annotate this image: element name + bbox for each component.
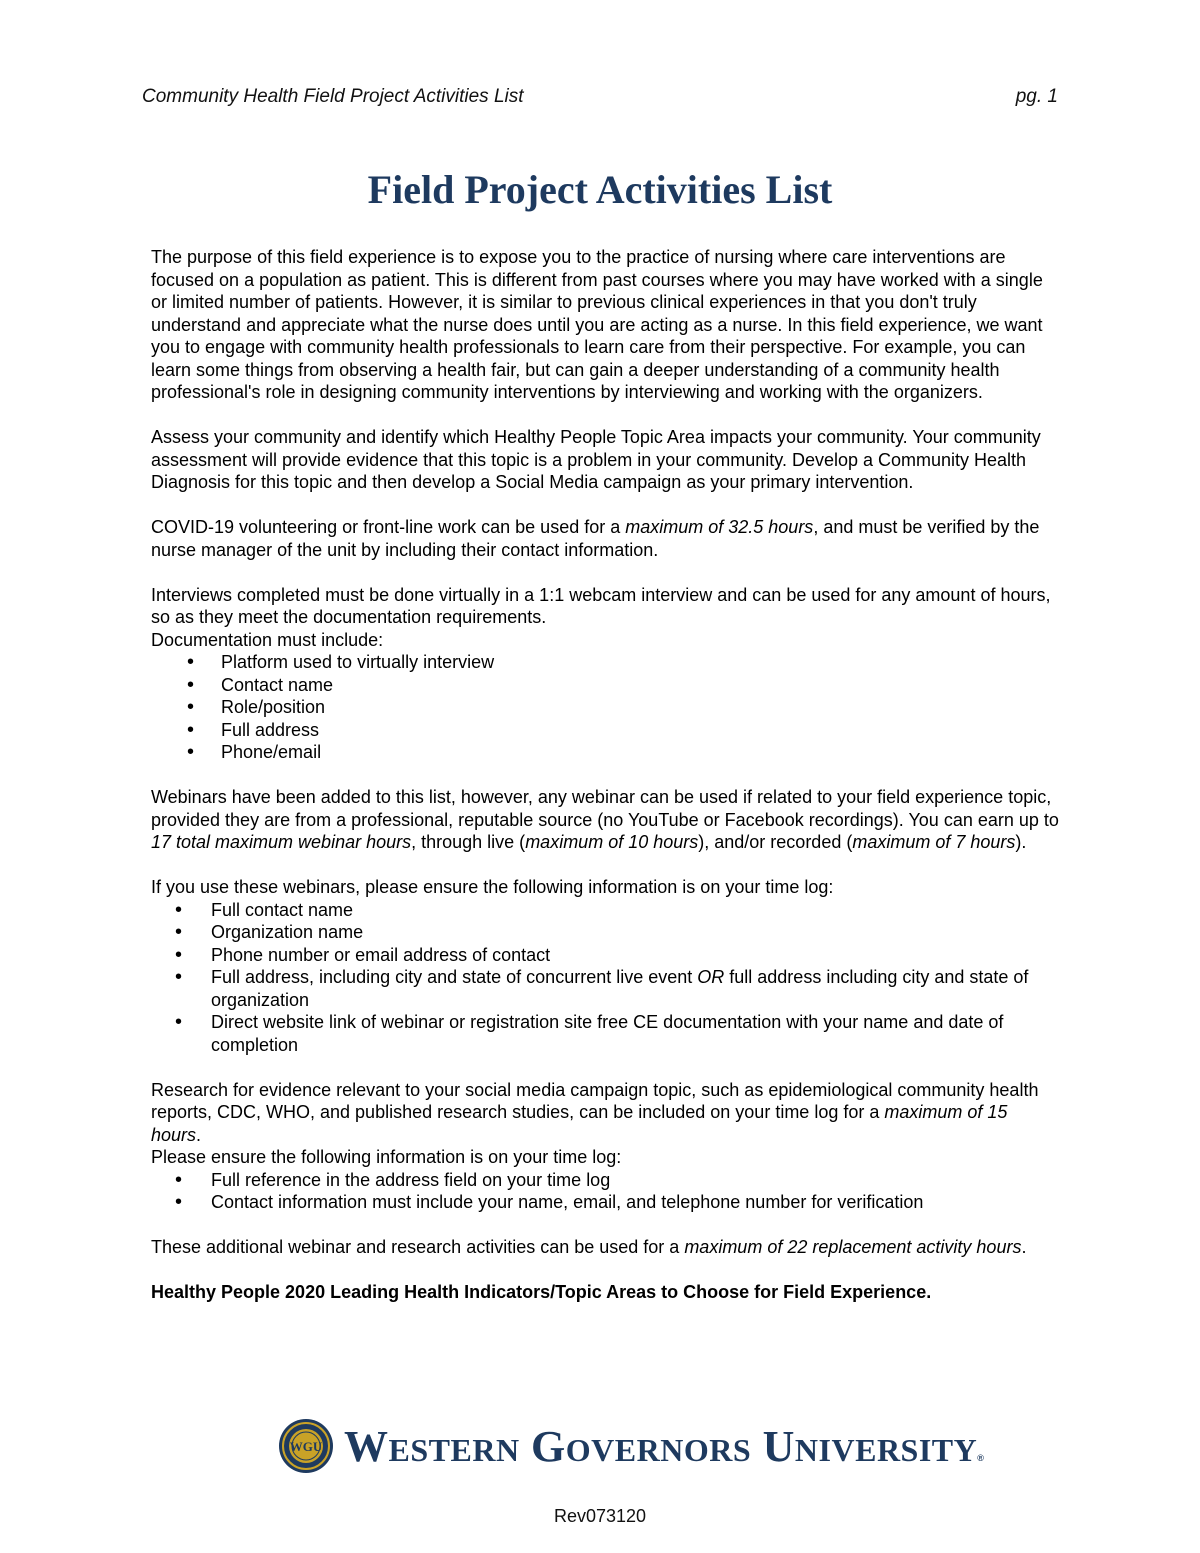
research-info-intro: Please ensure the following information is on your time log: (151, 1147, 622, 1167)
assess-paragraph: Assess your community and identify which Healthy People Topic Area impacts your community. Your community assessment will provide evidence that this topic is a problem in your community. Develop a Community Health Diagnosis for this topic and then develop a Social Media campaign as your primary intervention. (151, 427, 1041, 492)
research-text: Research for evidence relevant to your social media campaign topic, such as epidemiological community health reports, CDC, WHO, and published research studies, can be included on your time log for a (151, 1079, 1039, 1122)
list-item-text: Full address, including city and state of concurrent live event (211, 967, 698, 987)
list-item: • Full reference in the address field on your time log (151, 1169, 1061, 1192)
wordmark-rest: OVERNORS (565, 1432, 752, 1468)
list-item: • Phone number or email address of contact (151, 944, 1061, 967)
wordmark-initial: U (762, 1422, 795, 1471)
research-text-end: . (196, 1124, 202, 1145)
webinars-text: Webinars have been added to this list, however, any webinar can be used if related to your field experience topic, provided they are from a professional, reputable source (no YouTube or Facebook recordings). You can earn up to (151, 787, 1059, 830)
purpose-paragraph: The purpose of this field experience is to expose you to the practice of nursing where care interventions are focused on a population as patient. This is different from past courses where you may have worked with a single or limited number of patients. However, it is similar to previous clinical experiences in that you don't truly understand and appreciate what the nurse does until you are acting as a nurse. In this field experience, we want you to engage with community health professionals to learn care from their perspective. For example, you can learn some things from observing a health fair, but can gain a deeper understanding of a community health professional's role in designing community interventions by interviewing and working with the organizers. (151, 247, 1043, 402)
additional-text: These additional webinar and research activities can be used for a (151, 1237, 685, 1257)
webinars-text: ). (1015, 832, 1027, 852)
webinars-text: , through live ( (411, 832, 526, 852)
documentation-list (151, 651, 1061, 764)
list-item-text: full address including city and state of organization (211, 967, 1029, 1010)
wgu-wordmark (344, 1422, 985, 1480)
covid-paragraph (151, 516, 1061, 561)
revision-number: Rev073120 (553, 1506, 647, 1526)
list-item-emphasis: OR (697, 967, 725, 987)
list-item: • Direct website link of webinar or registration site free CE documentation with your name and date of completion (151, 1011, 1061, 1056)
wordmark-rest: ESTERN (388, 1432, 520, 1468)
covid-text-end: , and must be verified by the nurse manager of the unit by including their contact information. (151, 517, 1040, 560)
list-item: • Contact name (151, 674, 1061, 697)
documentation-intro: Documentation must include: (151, 629, 384, 650)
list-item: • Organization name (151, 921, 1061, 944)
additional-text-end: . (1021, 1237, 1027, 1257)
webinars-emphasis-total: 17 total maximum webinar hours (151, 832, 412, 852)
list-item (151, 966, 1061, 1011)
running-header (142, 86, 1058, 110)
wordmark-rest: NIVERSITY (794, 1432, 978, 1468)
page-title: Field Project Activities List (367, 167, 833, 212)
research-emphasis: maximum of 15 hours (151, 1102, 1008, 1145)
covid-text: COVID-19 volunteering or front-line work can be used for a (151, 517, 626, 537)
wordmark-initial: G (531, 1422, 566, 1471)
list-item: • Phone/email (151, 741, 1061, 764)
interviews-paragraph: Interviews completed must be done virtually in a 1:1 webcam interview and can be used for any amount of hours, so as they meet the documentation requirements. (151, 584, 1051, 627)
indicators-heading: Healthy People 2020 Leading Health Indicators/Topic Areas to Choose for Field Experience. (151, 1282, 932, 1302)
webinar-info-intro: If you use these webinars, please ensure the following information is on your time log: (151, 877, 834, 897)
document-body (151, 246, 1061, 1304)
webinar-info-list (151, 899, 1061, 1057)
list-item: • Role/position (151, 696, 1061, 719)
list-item: • Full address (151, 719, 1061, 742)
additional-paragraph (151, 1236, 1061, 1259)
webinars-emphasis-live: maximum of 10 hours (525, 832, 699, 852)
wordmark-initial: W (344, 1422, 389, 1471)
header-page-number: pg. 1 (1015, 86, 1058, 107)
webinars-text: ), and/or recorded ( (698, 832, 853, 852)
list-item: • Full contact name (151, 899, 1061, 922)
webinars-emphasis-recorded: maximum of 7 hours (852, 832, 1016, 852)
list-item: • Platform used to virtually interview (151, 651, 1061, 674)
header-document-title: Community Health Field Project Activities List (142, 86, 524, 107)
list-item: • Contact information must include your name, email, and telephone number for verification (151, 1191, 1061, 1214)
covid-emphasis: maximum of 32.5 hours (625, 517, 814, 537)
research-paragraph (151, 1079, 1061, 1147)
research-info-list (151, 1169, 1061, 1214)
webinars-paragraph (151, 786, 1061, 854)
seal-text: WGU (289, 1439, 323, 1454)
registered-mark: ® (977, 1453, 985, 1463)
additional-emphasis: maximum of 22 replacement activity hours (684, 1237, 1022, 1257)
wgu-logo (278, 1418, 985, 1476)
wgu-seal-icon (278, 1418, 334, 1474)
